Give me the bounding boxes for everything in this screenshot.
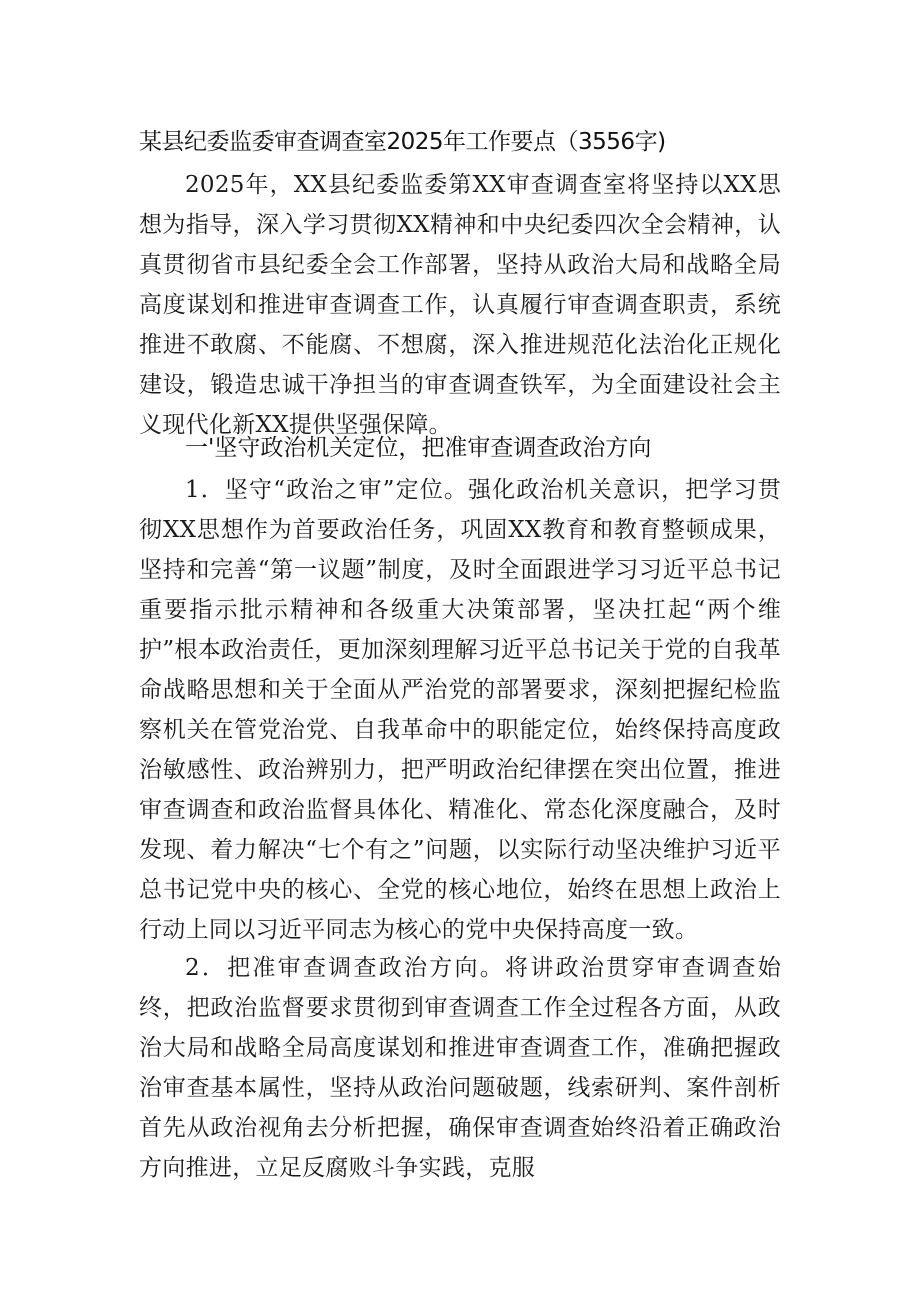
section-heading: 一'坚守政治机关定位，把准审查调查政治方向 — [185, 435, 652, 461]
item-2-paragraph: 2．把准审查调查政治方向。将讲政治贯穿审查调查始终，把政治监督要求贯彻到审查调查工作全过程各方面，从政治大局和战略全局高度谋划和推进审查调查工作，准确把握政治审查基本属性，坚持从政治问题破题，线索研判、案件剖析首先从政治视角去分析把握，确保审查调查始终沿着正确政治方向推进，立足反腐败斗争实践，克服 — [139, 955, 781, 1181]
document-title: 某县纪委监委审查调查室2025年工作要点（3556字) — [139, 129, 666, 155]
item-1-paragraph: 1．坚守“政治之审”定位。强化政治机关意识，把学习贯彻XX思想作为首要政治任务，巩固XX教育和教育整顿成果，坚持和完善“第一议题”制度，及时全面跟进学习习近平总书记重要指示批示精神和各级重大决策部署，坚决扛起“两个维护”根本政治责任，更加深刻理解习近平总书记关于党的自我革命战略思想和关于全面从严治党的部署要求，深刻把握纪检监察机关在管党治党、自我革命中的职能定位，始终保持高度政治敏感性、政治辨别力，把严明政治纪律摆在突出位置，推进审查调查和政治监督具体化、精准化、常态化深度融合，及时发现、着力解决“七个有之”问题，以实际行动坚决维护习近平总书记党中央的核心、全党的核心地位，始终在思想上政治上行动上同以习近平同志为核心的党中央保持高度一致。 — [139, 477, 781, 943]
intro-paragraph: 2025年，XX县纪委监委第XX审查调查室将坚持以XX思想为指导，深入学习贯彻XX精神和中央纪委四次全会精神，认真贯彻省市县纪委全会工作部署，坚持从政治大局和战略全局高度谋划和推进审查调查工作，认真履行审查调查职责，系统推进不敢腐、不能腐、不想腐，深入推进规范化法治化正规化建设，锻造忠诚干净担当的审查调查铁军，为全面建设社会主义现代化新XX提供坚强保障。 — [139, 172, 781, 438]
